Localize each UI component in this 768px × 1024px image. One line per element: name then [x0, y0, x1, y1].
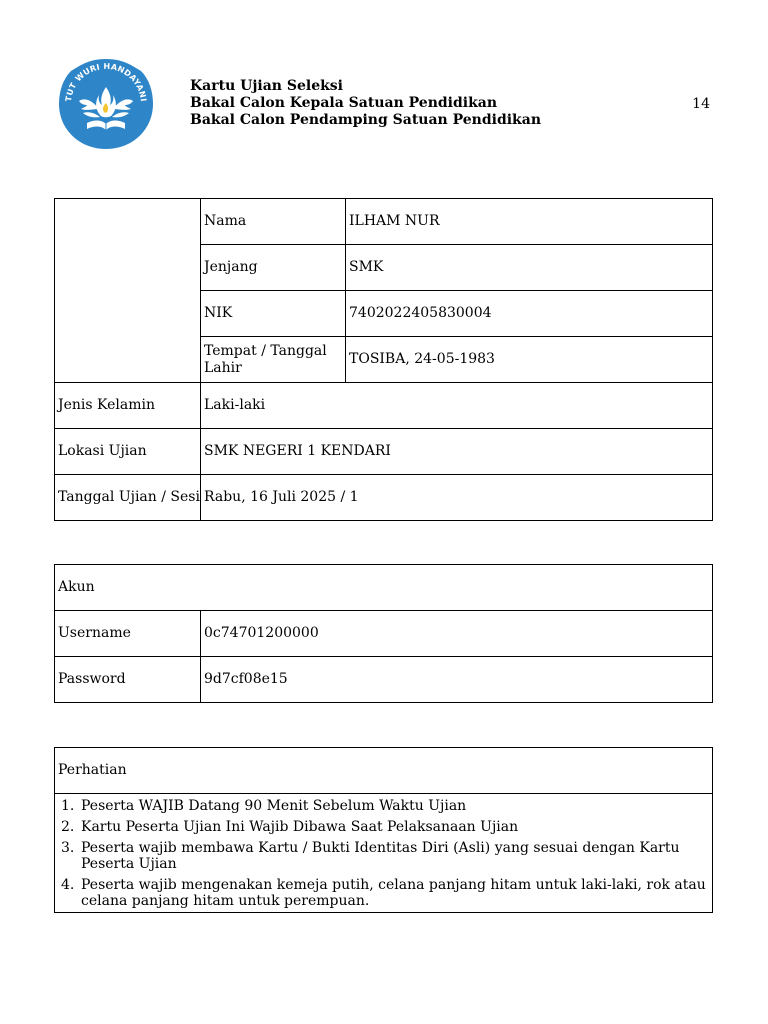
tut-wuri-handayani-logo	[57, 57, 155, 151]
value-nik: 7402022405830004	[346, 291, 713, 337]
list-item	[58, 798, 709, 814]
photo-cell	[55, 199, 201, 383]
label-exam-location: Lokasi Ujian	[55, 429, 201, 475]
label-exam-date: Tanggal Ujian / Sesi	[55, 475, 201, 521]
notes-list	[58, 798, 709, 909]
table-row	[55, 475, 713, 521]
value-gender: Laki-laki	[201, 383, 713, 429]
value-password: 9d7cf08e15	[201, 657, 713, 703]
table-row	[55, 794, 713, 913]
table-row	[55, 383, 713, 429]
value-username: 0c74701200000	[201, 611, 713, 657]
notes-heading: Perhatian	[55, 748, 713, 794]
svg-text:TUT WURI HANDAYANI: TUT WURI HANDAYANI	[64, 61, 148, 103]
card-title	[190, 78, 541, 129]
label-birth: Tempat / Tanggal Lahir	[201, 337, 346, 383]
label-gender: Jenis Kelamin	[55, 383, 201, 429]
title-line-3: Bakal Calon Pendamping Satuan Pendidikan	[190, 112, 542, 128]
list-text: Peserta WAJIB Datang 90 Menit Sebelum Waktu Ujian	[81, 798, 467, 814]
label-level: Jenjang	[201, 245, 346, 291]
page-number: 14	[692, 96, 710, 112]
account-heading: Akun	[55, 565, 713, 611]
list-number: 3.	[61, 840, 75, 856]
label-name: Nama	[201, 199, 346, 245]
table-row	[55, 565, 713, 611]
list-number: 4.	[61, 877, 75, 893]
list-text: Peserta wajib mengenakan kemeja putih, celana panjang hitam untuk laki-laki, rok atau celana panjang hitam untuk perempuan.	[81, 877, 706, 909]
label-username: Username	[55, 611, 201, 657]
list-number: 2.	[61, 819, 75, 835]
title-line-2: Bakal Calon Kepala Satuan Pendidikan	[190, 95, 498, 111]
list-item	[58, 840, 709, 872]
list-text: Kartu Peserta Ujian Ini Wajib Dibawa Saat Pelaksanaan Ujian	[81, 819, 519, 835]
table-row	[55, 657, 713, 703]
table-row	[55, 748, 713, 794]
title-line-1: Kartu Ujian Seleksi	[190, 78, 343, 94]
table-row	[55, 429, 713, 475]
list-item	[58, 877, 709, 909]
table-row	[55, 611, 713, 657]
value-birth: TOSIBA, 24-05-1983	[346, 337, 713, 383]
table-row	[55, 199, 713, 245]
list-text: Peserta wajib membawa Kartu / Bukti Identitas Diri (Asli) yang sesuai dengan Kartu Peserta Ujian	[81, 840, 680, 872]
value-name: ILHAM NUR	[346, 199, 713, 245]
notes-body	[55, 794, 713, 913]
label-password: Password	[55, 657, 201, 703]
identity-table	[54, 198, 713, 521]
list-number: 1.	[61, 798, 75, 814]
label-nik: NIK	[201, 291, 346, 337]
account-table	[54, 564, 713, 703]
value-exam-date: Rabu, 16 Juli 2025 / 1	[201, 475, 713, 521]
list-item	[58, 819, 709, 835]
value-exam-location: SMK NEGERI 1 KENDARI	[201, 429, 713, 475]
value-level: SMK	[346, 245, 713, 291]
notes-table	[54, 747, 713, 913]
